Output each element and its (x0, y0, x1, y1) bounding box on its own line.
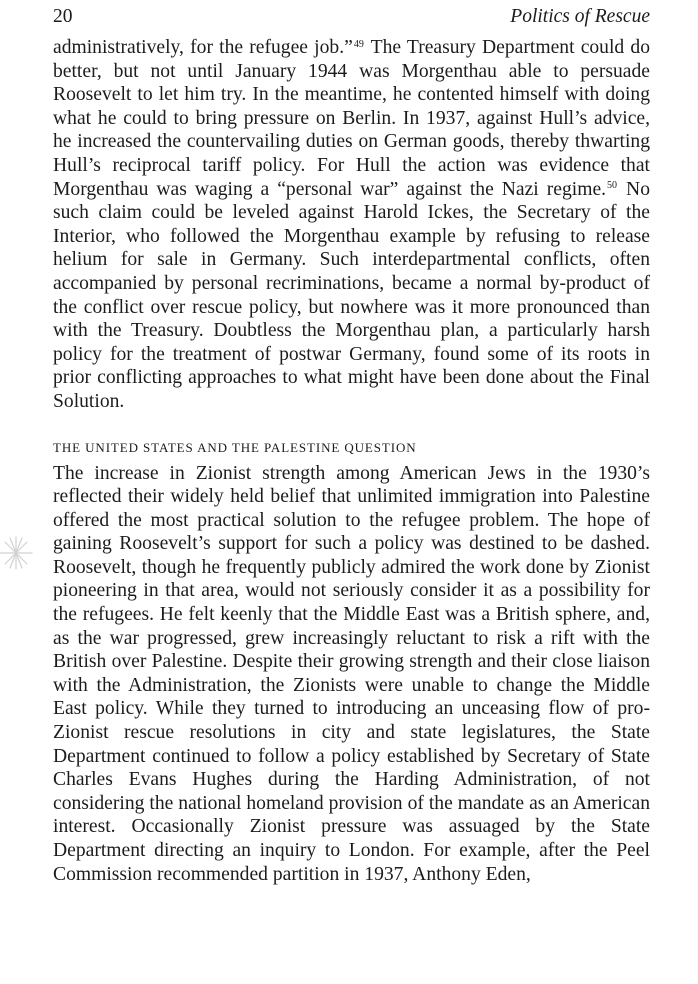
running-head (53, 4, 650, 30)
paragraph-treasury (53, 36, 650, 414)
book-page (53, 4, 650, 886)
footnote-ref-49: 49 (353, 38, 364, 50)
paragraph-palestine: The increase in Zionist strength among American Jews in the 1930’s reflected their widely held belief that unlimited immigration into Palestine offered the most practical solution to the refugee problem. The hope of gaining Roosevelt’s support for such a policy was destined to be dashed. Roosevelt, though he frequently publicly admired the work done by Zionist pioneering in that area, would not seriously consider it as a possibility for the refugees. He felt keenly that the Middle East was a British sphere, and, as the war progressed, grew increasingly reluctant to risk a rift with the British over Palestine. Despite their growing strength and their close liaison with the Administration, the Zionists were unable to change the Middle East policy. While they turned to introducing an unceasing flow of pro-Zionist rescue resolutions in city and state legislatures, the State Department continued to follow a policy established by Secretary of State Charles Evans Hughes during the Harding Administration, of not considering the national homeland provision of the mandate as an American interest. Occasionally Zionist pressure was assuaged by the State Department directing an inquiry to London. For example, after the Peel Commission recommended partition in 1937, Anthony Eden, (53, 462, 650, 885)
running-title: Politics of Rescue (510, 6, 650, 27)
paragraph-treasury-part1: administratively, for the refugee job.” (53, 37, 353, 58)
section-heading: THE UNITED STATES AND THE PALESTINE QUESTION (53, 439, 417, 455)
paragraph-treasury-part2: The Treasury Department could do better, but not until January 1944 was Morgenthau able to persuade Roosevelt to let him try. In the meantime, he contented himself with doing what he could to bring pressure on Berlin. In 1937, against Hull’s advice, he increased the countervailing duties on German goods, thereby thwarting Hull’s reciprocal tariff policy. For Hull the action was evidence that Morgenthau was waging a “personal war” against the Nazi regime. (53, 37, 650, 200)
page-number: 20 (53, 6, 73, 27)
margin-star-mark (0, 533, 36, 573)
footnote-ref-50: 50 (607, 180, 618, 192)
paragraph-treasury-part3: No such claim could be leveled against Harold Ickes, the Secretary of the Interior, who followed the Morgenthau example by refusing to release helium for sale in Germany. Such interdepartmental conflicts, often accompanied by personal recriminations, became a normal by-product of the conflict over rescue policy, but nowhere was it more pronounced than with the Treasury. Doubtless the Morgenthau plan, a particularly harsh policy for the treatment of postwar Germany, found some of its roots in prior conflicting approaches to what might have been done about the Final Solution. (53, 178, 650, 412)
